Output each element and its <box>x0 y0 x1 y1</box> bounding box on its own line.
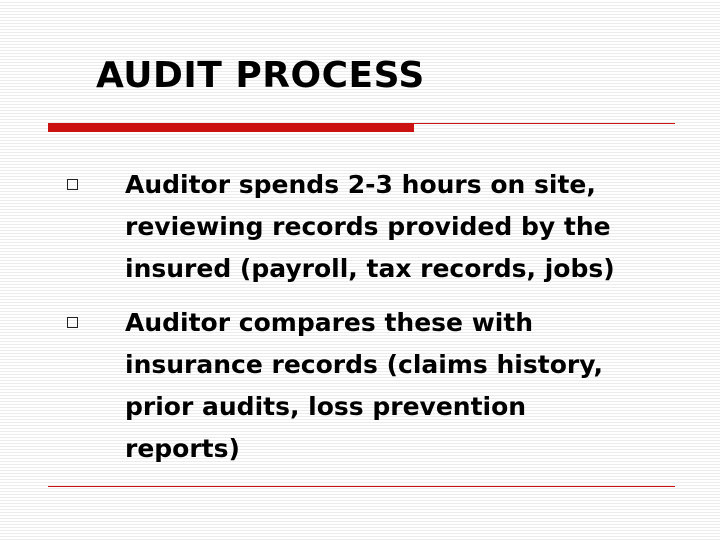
bullet-text-line: Auditor compares these with <box>125 308 534 337</box>
hollow-square-bullet-icon <box>67 317 78 328</box>
bullet-text-line: Auditor spends 2-3 hours on site, <box>125 170 596 199</box>
title-accent-bar <box>48 124 414 132</box>
bullet-text-line: reviewing records provided by the <box>125 212 611 241</box>
bullet-text-line: insured (payroll, tax records, jobs) <box>125 254 615 283</box>
slide-title: AUDIT PROCESS <box>96 55 425 96</box>
bullet-item-site-review <box>67 164 687 290</box>
bullet-text-line: prior audits, loss prevention <box>125 392 527 421</box>
bullet-text-line: reports) <box>125 434 240 463</box>
footer-divider-line <box>48 486 675 487</box>
bullet-text-line: insurance records (claims history, <box>125 350 604 379</box>
bullet-item-records-comparison <box>67 302 687 470</box>
bullet-list <box>67 164 687 482</box>
hollow-square-bullet-icon <box>67 179 78 190</box>
